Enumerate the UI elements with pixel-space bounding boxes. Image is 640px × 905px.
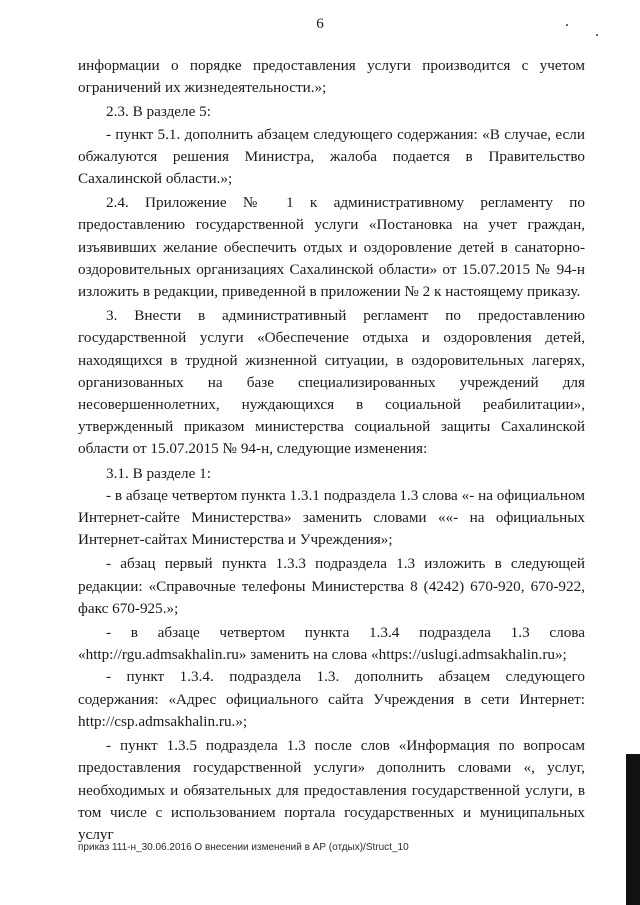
paragraph-item-1-3-5: - пункт 1.3.5 подраздела 1.3 после слов «Информация по вопросам предоставления государственной услуги» дополнить словами «, услуг, необходимых и обязательных для предоставления государственной услуги, в том числе с использованием портала государственных и муниципальных услуг [78, 737, 585, 843]
paragraph-section-2-3: 2.3. В разделе 5: [106, 103, 211, 121]
scan-edge-mark [626, 754, 640, 905]
paragraph-item-1-3-3: - абзац первый пункта 1.3.3 подраздела 1.3 изложить в следующей редакции: «Справочные телефоны Министерства 8 (4242) 670-920, 670-922, факс 670-925.»; [78, 555, 585, 617]
paragraph-section-2-4: 2.4. Приложение № 1 к административному регламенту по предоставлению государственной услуги «Постановка на учет граждан, изъявивших желание обеспечить отдых и оздоровление детей в санаторно-оздоровительных организациях Сахалинской области» от 15.07.2015 № 94-н изложить в редакции, приведенной в приложении № 2 к настоящему приказу. [78, 194, 585, 301]
page-number: 6 [316, 16, 324, 32]
document-body [78, 55, 585, 846]
paragraph-continuation: информации о порядке предоставления услуги производится с учетом ограничений их жизнедеятельности.»; [78, 57, 585, 97]
paragraph-item-1-3-1: - в абзаце четвертом пункта 1.3.1 подраздела 1.3 слова «- на официальном Интернет-сайте Министерства» заменить словами ««- на официальных Интернет-сайтах Министерства и Учреждения»; [78, 486, 585, 549]
paragraph-item-1-3-4-address: - пункт 1.3.4. подраздела 1.3. дополнить абзацем следующего содержания: «Адрес официального сайта Учреждения в сети Интернет: http://csp.admsakhalin.ru.»; [78, 668, 585, 730]
paragraph-section-3: 3. Внести в административный регламент по предоставлению государственной услуги «Обеспечение отдыха и оздоровления детей, находящихся в трудной жизненной ситуации, в оздоровительных лагерях, организованных на базе специализированных учреждений для несовершеннолетних, нуждающихся в социальной реабилитации», утвержденный приказом министерства социальной защиты Сахалинской области от 15.07.2015 № 94-н, следующие изменения: [78, 307, 585, 458]
scan-speck [566, 24, 568, 26]
paragraph-item-5-1: - пункт 5.1. дополнить абзацем следующего содержания: «В случае, если обжалуются решения Министра, жалоба подается в Правительство Сахалинской области.»; [78, 125, 585, 188]
document-footer: приказ 111-н_30.06.2016 О внесении изменений в АР (отдых)/Struct_10 [78, 842, 409, 853]
scan-speck [596, 34, 598, 36]
paragraph-section-3-1: 3.1. В разделе 1: [106, 464, 211, 482]
paragraph-item-1-3-4-links: - в абзаце четвертом пункта 1.3.4 подраздела 1.3 слова «http://rgu.admsakhalin.ru» заменить на слова «https://uslugi.admsakhalin.ru»; [78, 624, 585, 664]
